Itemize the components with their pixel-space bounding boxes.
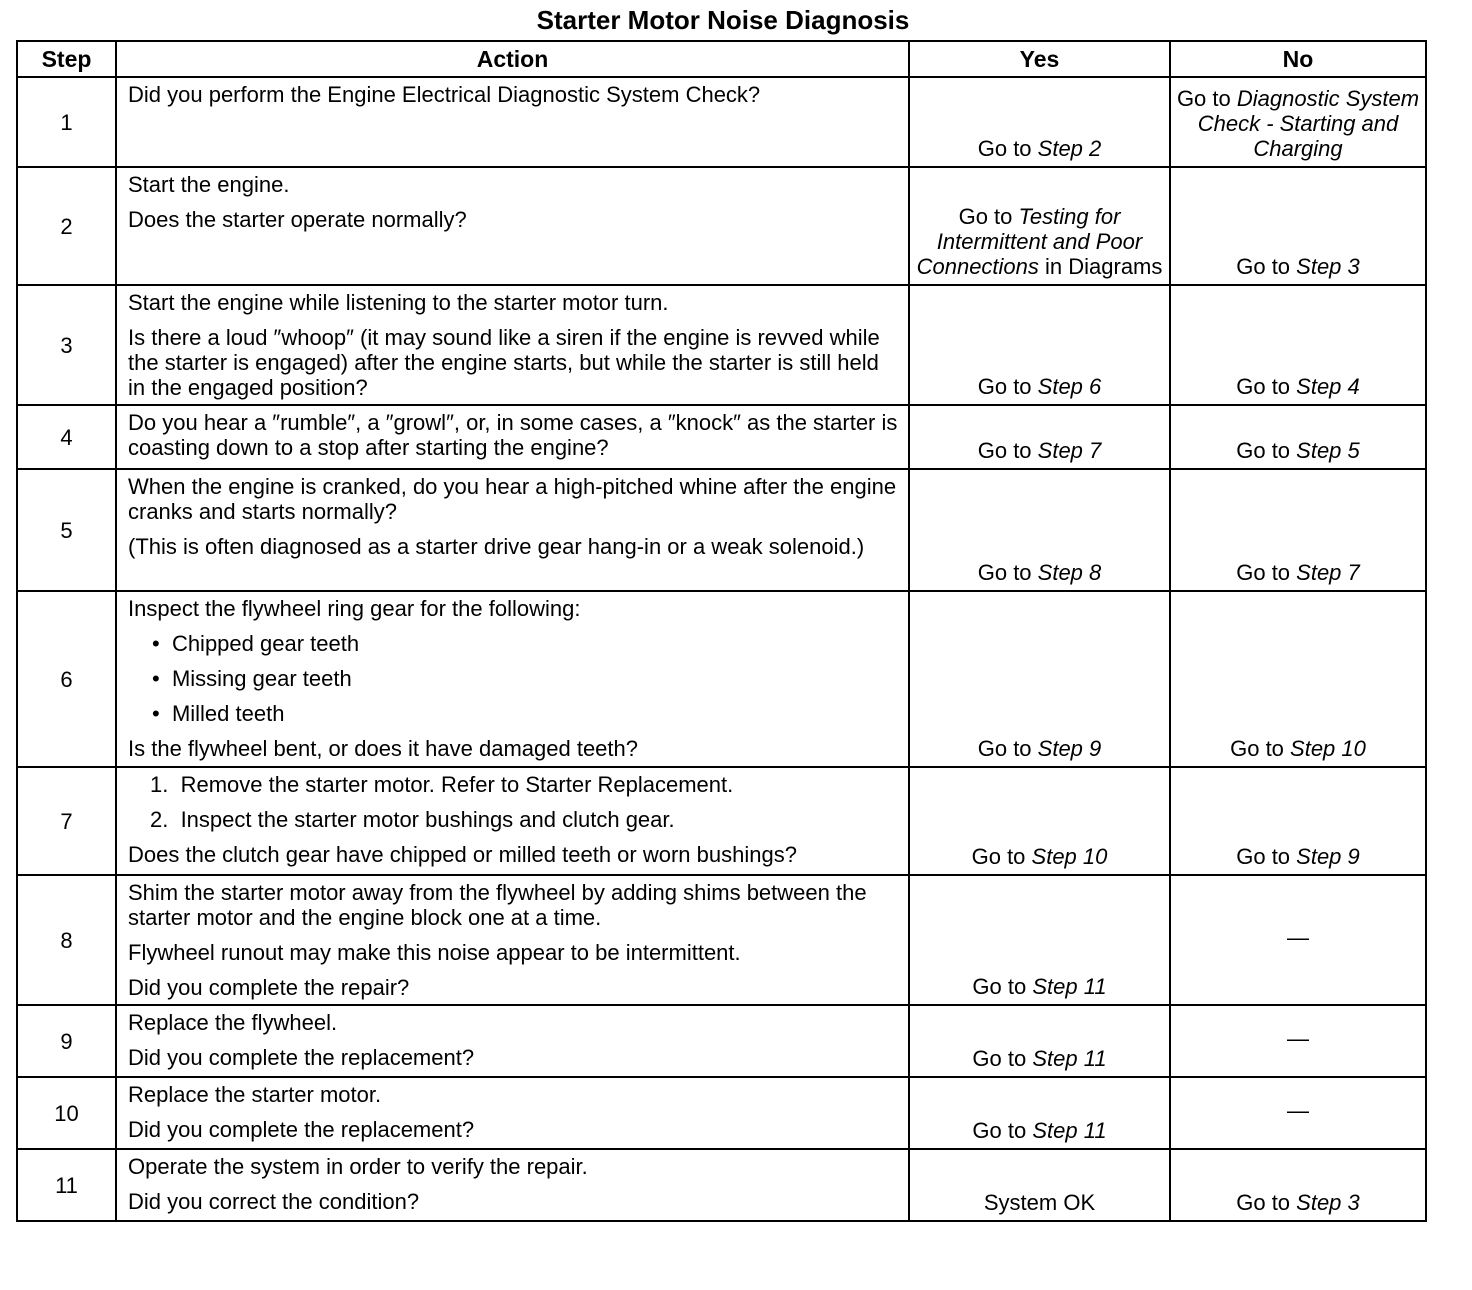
no-link[interactable]: Step 3 [1296,254,1360,279]
yes-cell [909,405,1170,469]
table-row [17,875,1426,1005]
no-prefix: Go to [1236,254,1297,279]
yes-link[interactable]: Step 11 [1032,1046,1107,1071]
no-prefix: Go to [1230,736,1291,761]
action-cell [116,285,909,405]
no-cell [1170,167,1426,285]
table-row [17,167,1426,285]
header-row [17,41,1426,77]
step-number: 6 [17,591,116,767]
no-cell [1170,285,1426,405]
action-text: Did you complete the replacement? [128,1117,475,1142]
yes-link[interactable]: Step 6 [1037,374,1102,399]
action-cell [116,167,909,285]
table-row [17,77,1426,167]
yes-prefix: Go to [972,1118,1033,1143]
yes-prefix: Go to [972,1046,1033,1071]
numbered-item: 2. Inspect the starter motor bushings and clutch gear. [150,807,675,832]
yes-prefix: Go to [977,438,1038,463]
action-text: Replace the flywheel. [128,1010,338,1035]
yes-cell [909,1077,1170,1149]
no-link[interactable]: Step 3 [1296,1190,1360,1215]
no-cell [1170,767,1426,875]
step-number: 1 [17,77,116,167]
yes-prefix: Go to [972,974,1033,999]
action-text: Do you hear a ″rumble″, a ″growl″, or, in some cases, a ″knock″ as the starter is coasting down to a stop after starting the engine? [128,410,898,460]
table-row [17,1077,1426,1149]
table-row [17,591,1426,767]
yes-cell [909,285,1170,405]
action-cell [116,469,909,591]
action-text: Did you complete the replacement? [128,1045,475,1070]
table-row [17,767,1426,875]
table-row [17,1149,1426,1221]
no-cell [1170,405,1426,469]
action-text: When the engine is cranked, do you hear a high-pitched whine after the engine cranks and starts normally? [128,474,897,524]
action-text: Start the engine while listening to the starter motor turn. [128,290,669,315]
step-number: 4 [17,405,116,469]
yes-prefix: Go to [977,136,1038,161]
no-cell [1170,1149,1426,1221]
yes-cell [909,469,1170,591]
action-text: Does the clutch gear have chipped or milled teeth or worn bushings? [128,842,797,867]
bullet-item: • Chipped gear teeth [152,631,360,656]
action-text: Does the starter operate normally? [128,207,467,232]
page-title: Starter Motor Noise Diagnosis [536,5,910,35]
yes-cell [909,591,1170,767]
step-number: 2 [17,167,116,285]
yes-cell [909,875,1170,1005]
no-cell: — [1170,1005,1426,1077]
no-prefix: Go to [1176,86,1237,111]
yes-link[interactable]: Step 7 [1037,438,1102,463]
bullet-item: • Missing gear teeth [152,666,352,691]
no-link[interactable]: Step 4 [1296,374,1360,399]
header-no: No [1170,41,1426,77]
action-text: Did you correct the condition? [128,1189,420,1214]
no-link[interactable]: Diagnostic System Check - Starting and Charging [1197,86,1420,161]
action-text: Flywheel runout may make this noise appear to be intermittent. [128,940,741,965]
no-link[interactable]: Step 9 [1296,844,1360,869]
action-text: (This is often diagnosed as a starter drive gear hang-in or a weak solenoid.) [128,534,865,559]
table-row [17,405,1426,469]
yes-cell [909,167,1170,285]
action-text: Operate the system in order to verify the repair. [128,1154,588,1179]
table-row [17,1005,1426,1077]
no-link[interactable]: Step 10 [1290,736,1366,761]
action-cell [116,591,909,767]
no-cell: — [1170,875,1426,1005]
yes-suffix: in Diagrams [1038,254,1163,279]
table-row [17,285,1426,405]
action-cell [116,1149,909,1221]
yes-cell [909,1005,1170,1077]
action-text: Inspect the flywheel ring gear for the following: [128,596,581,621]
no-cell [1170,591,1426,767]
yes-prefix: Go to [977,736,1038,761]
yes-prefix: Go to [977,560,1038,585]
bullet-item: • Milled teeth [152,701,285,726]
step-number: 9 [17,1005,116,1077]
action-text: Replace the starter motor. [128,1082,382,1107]
no-prefix: Go to [1236,844,1297,869]
action-cell [116,767,909,875]
header-step: Step [17,41,116,77]
step-number: 3 [17,285,116,405]
header-yes: Yes [909,41,1170,77]
table-row [17,469,1426,591]
step-number: 10 [17,1077,116,1149]
step-number: 7 [17,767,116,875]
yes-prefix: Go to [971,844,1032,869]
yes-link[interactable]: Step 10 [1031,844,1108,869]
yes-link[interactable]: Step 11 [1032,974,1107,999]
header-action: Action [116,41,909,77]
step-number: 5 [17,469,116,591]
yes-link[interactable]: Step 2 [1037,136,1102,161]
no-prefix: Go to [1236,1190,1297,1215]
no-cell: — [1170,1077,1426,1149]
step-number: 8 [17,875,116,1005]
diagnosis-table [16,40,1427,1222]
no-prefix: Go to [1236,374,1297,399]
yes-link[interactable]: Step 8 [1037,560,1102,585]
yes-link[interactable]: Step 9 [1037,736,1102,761]
action-cell [116,77,909,167]
action-text: Did you complete the repair? [128,975,410,1000]
yes-cell: System OK [909,1149,1170,1221]
no-link[interactable]: Step 7 [1296,560,1360,585]
numbered-item: 1. Remove the starter motor. Refer to Starter Replacement. [150,772,734,797]
yes-link[interactable]: Step 11 [1032,1118,1107,1143]
no-prefix: Go to [1236,560,1297,585]
action-cell [116,1077,909,1149]
yes-cell [909,767,1170,875]
yes-prefix: Go to [958,204,1019,229]
action-cell [116,875,909,1005]
no-cell [1170,469,1426,591]
no-link[interactable]: Step 5 [1296,438,1360,463]
action-text: Shim the starter motor away from the flywheel by adding shims between the starter motor and the engine block one at a time. [128,880,867,930]
yes-link[interactable]: Testing for Intermittent and Poor Connections [916,204,1143,279]
action-text: Start the engine. [128,172,290,197]
action-text: Is there a loud ″whoop″ (it may sound like a siren if the engine is revved while the starter is engaged) after the engine starts, but while the starter is still held in the engaged position? [128,325,880,400]
yes-prefix: Go to [977,374,1038,399]
action-text: Is the flywheel bent, or does it have damaged teeth? [128,736,638,761]
action-text: Did you perform the Engine Electrical Diagnostic System Check? [128,82,761,107]
action-cell [116,405,909,469]
no-cell [1170,77,1426,167]
yes-cell [909,77,1170,167]
no-prefix: Go to [1236,438,1297,463]
step-number: 11 [17,1149,116,1221]
action-cell [116,1005,909,1077]
